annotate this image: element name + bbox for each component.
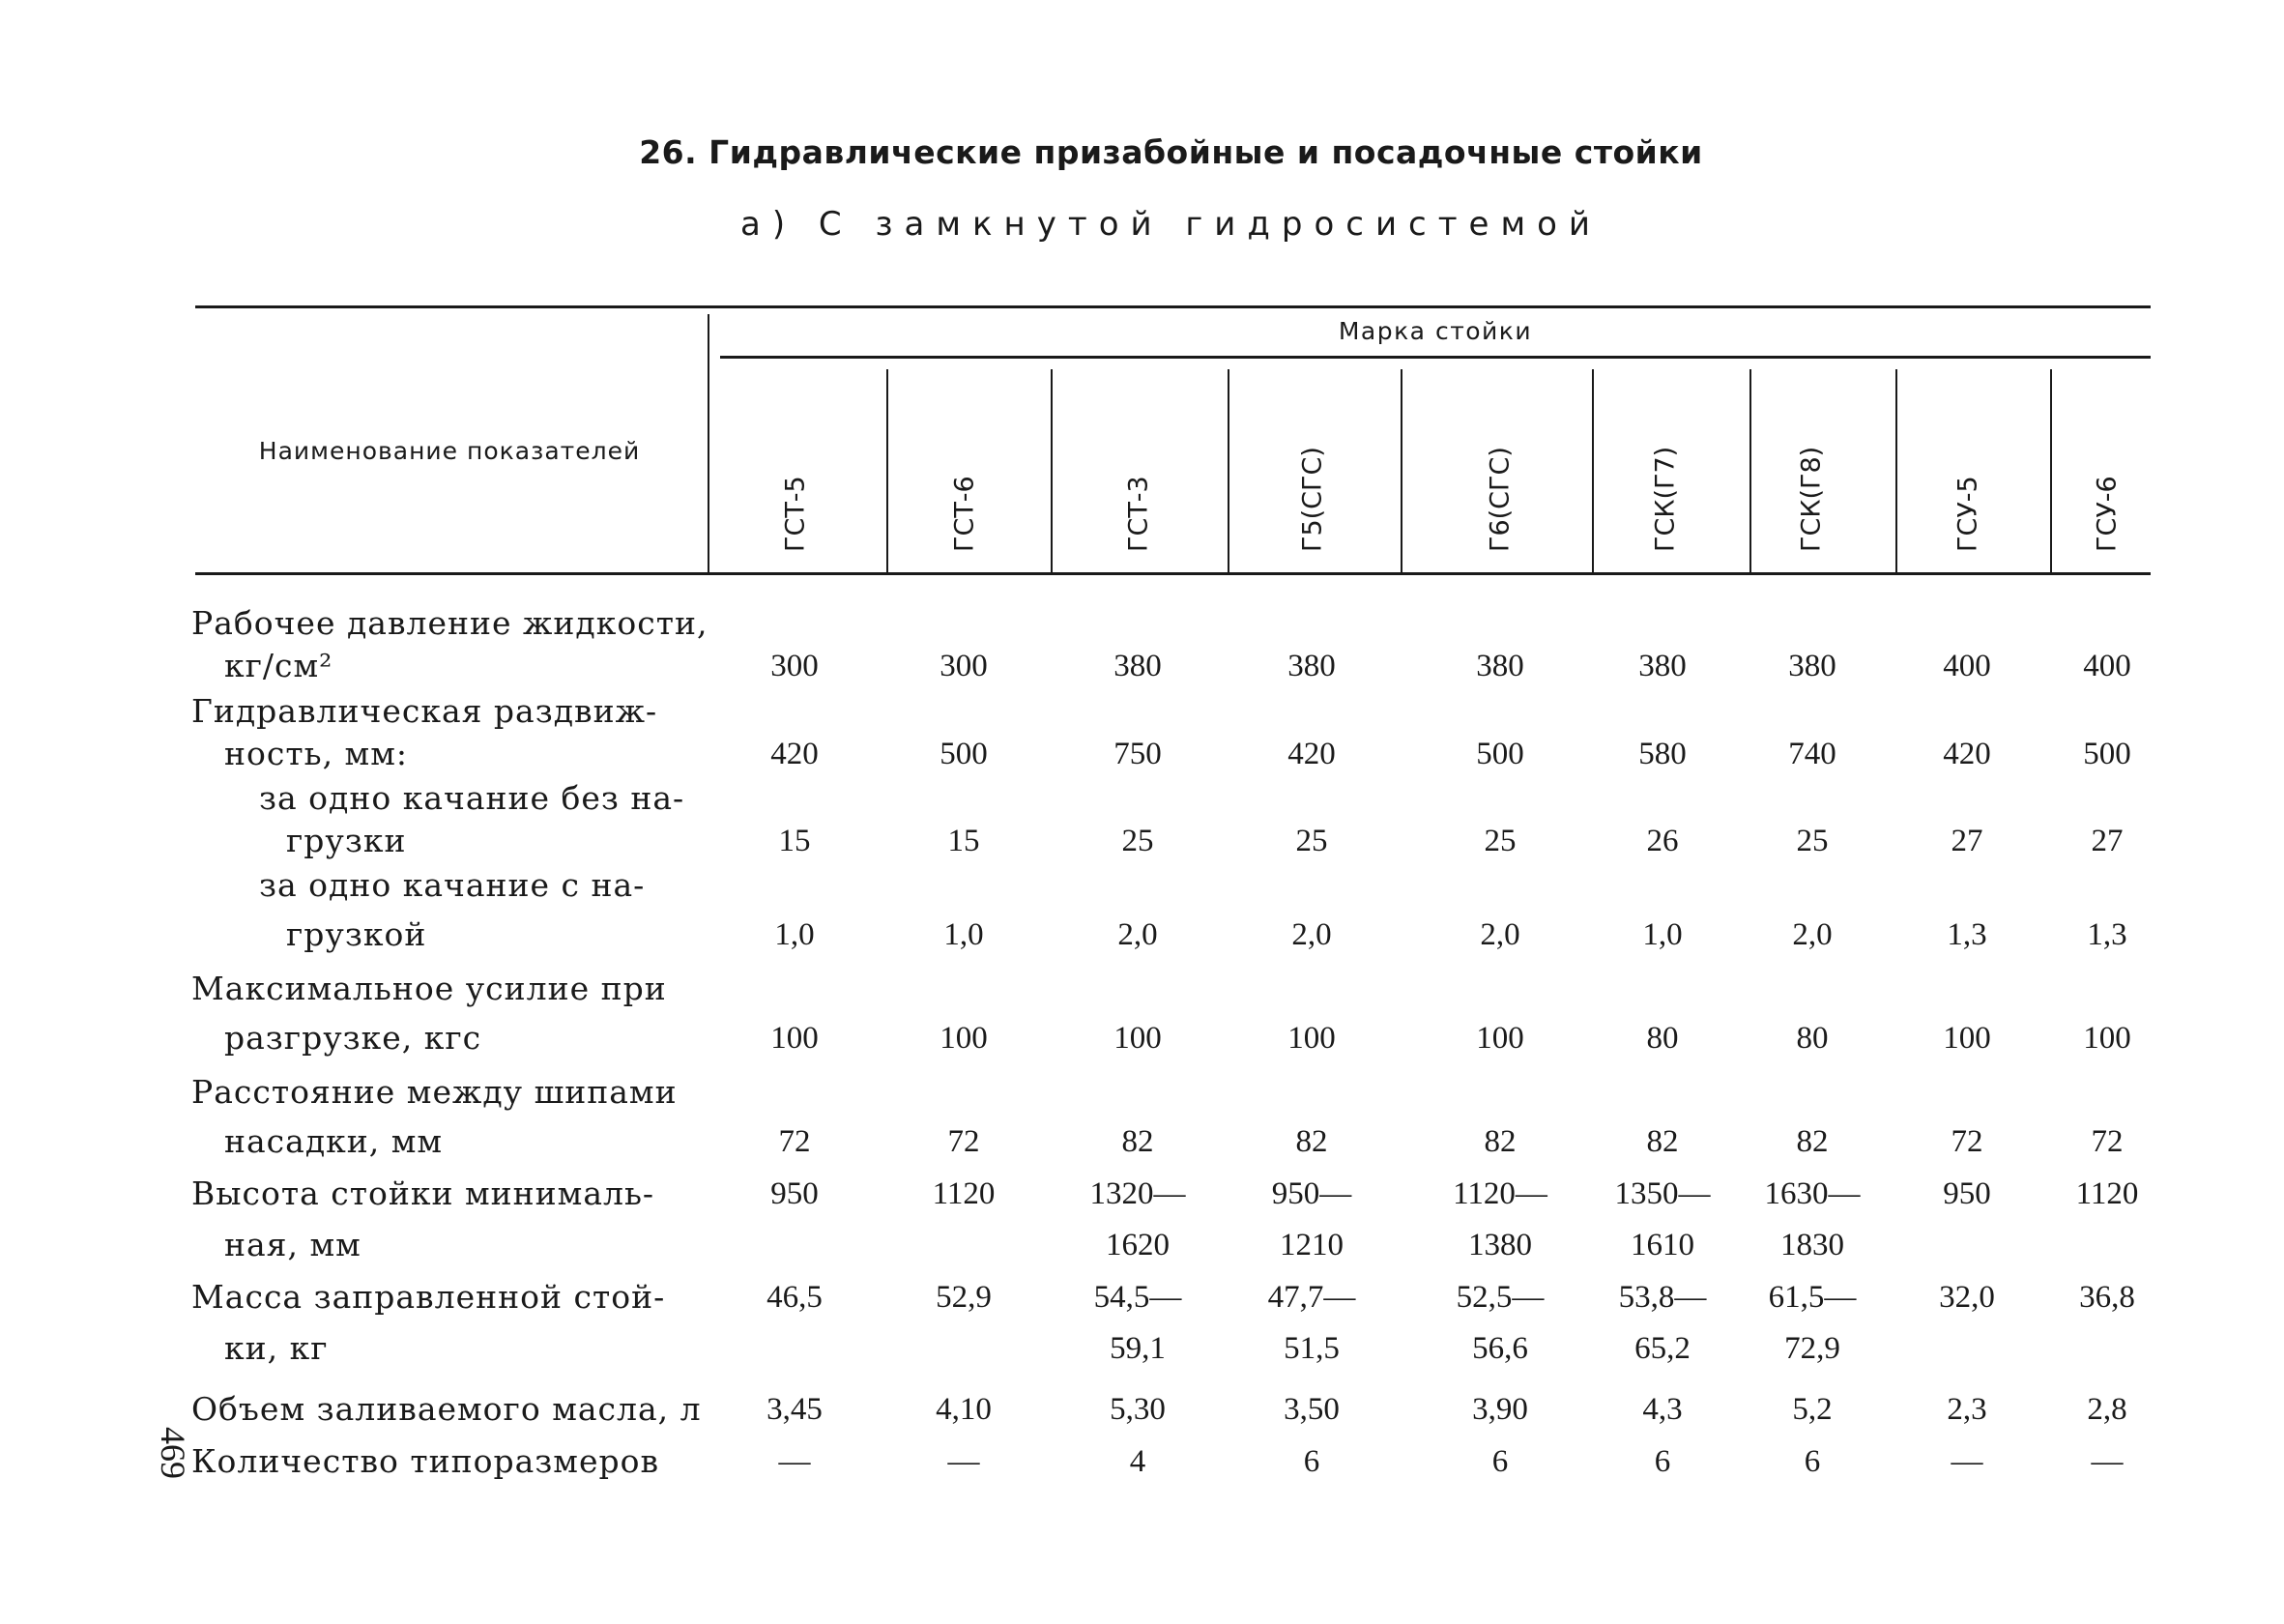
table-cell: 6 [1804,1444,1821,1479]
table-cell: 380 [1476,649,1524,683]
table-cell: 5,30 [1110,1392,1166,1427]
table-cell: 740 [1788,737,1836,771]
table-cell: 2,3 [1947,1392,1987,1427]
table-cell: 3,45 [766,1392,823,1427]
table-cell: 6 [1654,1444,1671,1479]
row-label-mass-2: ки, кг [224,1329,329,1367]
row-label-height-1: Высота стойки минималь- [191,1174,655,1212]
table-cell: 4,3 [1642,1392,1683,1427]
table-cell-continued: 51,5 [1284,1331,1340,1366]
divider-col-2 [1051,369,1053,573]
table-cell-continued: 72,9 [1784,1331,1840,1366]
table-cell: 82 [1484,1124,1517,1159]
column-header-gsu-5: ГСУ-5 [1952,476,1983,552]
table-cell: 32,0 [1939,1280,1995,1315]
row-label-max-force-1: Максимальное усилие при [191,970,667,1007]
column-header-g6-sgs: Г6(СГС) [1485,447,1516,552]
column-header-gst-3: ГСТ-3 [1123,476,1154,552]
column-header-gst-6: ГСТ-6 [949,476,980,552]
table-cell-continued: 1210 [1280,1228,1344,1262]
top-rule [195,305,2151,308]
table-cell: 950 [1943,1176,1991,1211]
divider-col-5 [1592,369,1594,573]
table-cell: 1,0 [1642,917,1683,952]
table-cell: 52,5— [1456,1280,1545,1315]
table-cell: 46,5 [766,1280,823,1315]
table-cell: 82 [1121,1124,1154,1159]
table-cell: 72 [2091,1124,2124,1159]
table-cell: 950 [770,1176,819,1211]
column-header-gsu-6: ГСУ-6 [2092,476,2123,552]
table-cell: 54,5— [1093,1280,1182,1315]
table-cell: 80 [1796,1021,1829,1056]
table-cell: 500 [940,737,988,771]
table-cell: 1320— [1089,1176,1186,1211]
table-cell: 1120 [2075,1176,2139,1211]
table-cell: 400 [1943,649,1991,683]
page-number: 469 [154,1427,192,1479]
table-cell: — [778,1444,811,1479]
column-header-gst-5: ГСТ-5 [780,476,811,552]
table-cell-continued: 59,1 [1110,1331,1166,1366]
table-cell: 1120— [1453,1176,1547,1211]
table-cell: 2,8 [2087,1392,2127,1427]
row-label-with-load-1: за одно качание с на- [259,866,646,904]
table-cell-continued: 56,6 [1472,1331,1528,1366]
table-cell: 100 [770,1021,819,1056]
divider-col-6 [1749,369,1751,573]
divider-col-3 [1228,369,1229,573]
table-cell: 72 [947,1124,980,1159]
column-header-gsk-g8: ГСК(Г8) [1796,446,1827,552]
table-cell: 380 [1788,649,1836,683]
table-cell: 72 [1951,1124,1983,1159]
table-cell: 300 [770,649,819,683]
table-cell: 26 [1646,824,1679,858]
table-cell: 1,0 [943,917,984,952]
table-cell: 1,3 [1947,917,1987,952]
row-label-max-force-2: разгрузке, кгс [224,1019,482,1057]
table-cell: 36,8 [2079,1280,2135,1315]
divider-col-7 [1895,369,1897,573]
row-label-oil-volume: Объем заливаемого масла, л [191,1390,702,1428]
table-cell: 2,0 [1792,917,1833,952]
header-group-label: Марка стойки [1338,317,1533,345]
table-cell: 580 [1638,737,1687,771]
table-cell: 380 [1638,649,1687,683]
header-bottom-rule [195,572,2151,575]
table-cell: 53,8— [1618,1280,1707,1315]
table-cell: 380 [1287,649,1336,683]
table-cell: 420 [770,737,819,771]
table-cell: 1350— [1614,1176,1711,1211]
table-cell: 500 [1476,737,1524,771]
table-cell: 100 [1113,1021,1162,1056]
table-cell: 25 [1121,824,1154,858]
row-label-pressure-2: кг/см² [224,647,333,684]
table-cell: 3,50 [1284,1392,1340,1427]
table-cell: 1,3 [2087,917,2127,952]
table-cell: 100 [940,1021,988,1056]
table-cell: 80 [1646,1021,1679,1056]
divider-name-col [708,314,709,573]
table-cell: 4 [1129,1444,1146,1479]
row-label-sizes-count: Количество типоразмеров [191,1442,660,1480]
column-header-g5-sgs: Г5(СГС) [1297,447,1328,552]
table-cell: 2,0 [1480,917,1520,952]
table-cell: 420 [1943,737,1991,771]
table-cell: 25 [1796,824,1829,858]
divider-col-1 [886,369,888,573]
table-cell: 6 [1491,1444,1509,1479]
table-cell: 61,5— [1768,1280,1857,1315]
row-label-no-load-2: грузки [286,822,407,859]
table-cell: 2,0 [1291,917,1332,952]
row-label-height-2: ная, мм [224,1226,361,1263]
table-cell: 100 [1476,1021,1524,1056]
table-cell: 100 [2083,1021,2131,1056]
column-header-gsk-g7: ГСК(Г7) [1650,446,1681,552]
table-cell: 300 [940,649,988,683]
table-cell: 1,0 [774,917,815,952]
table-cell: 100 [1943,1021,1991,1056]
table-cell: 750 [1113,737,1162,771]
table-cell: 420 [1287,737,1336,771]
table-cell-continued: 1620 [1106,1228,1170,1262]
row-label-mass-1: Масса заправленной стой- [191,1278,666,1316]
group-rule [720,356,2151,359]
table-cell: — [2091,1444,2124,1479]
table-cell: 500 [2083,737,2131,771]
table-cell: 82 [1796,1124,1829,1159]
table-cell-continued: 1830 [1780,1228,1844,1262]
table-cell: 2,0 [1117,917,1158,952]
table-cell-continued: 65,2 [1634,1331,1691,1366]
row-label-distance-2: насадки, мм [224,1122,444,1160]
table-cell: — [947,1444,980,1479]
table-cell: 100 [1287,1021,1336,1056]
table-cell: — [1951,1444,1983,1479]
table-cell: 1120 [932,1176,996,1211]
table-cell: 25 [1295,824,1328,858]
table-cell: 27 [2091,824,2124,858]
table-cell: 3,90 [1472,1392,1528,1427]
table-cell: 47,7— [1267,1280,1356,1315]
row-label-pressure-1: Рабочее давление жидкости, [191,604,708,642]
table-cell-continued: 1610 [1631,1228,1694,1262]
table-cell: 15 [778,824,811,858]
table-cell: 25 [1484,824,1517,858]
table-cell: 5,2 [1792,1392,1833,1427]
divider-col-8 [2050,369,2052,573]
table-cell: 400 [2083,649,2131,683]
row-label-distance-1: Расстояние между шипами [191,1073,678,1111]
table-cell: 6 [1303,1444,1320,1479]
table-cell: 52,9 [936,1280,992,1315]
row-label-extension-2: ность, мм: [224,735,409,772]
table-cell: 82 [1295,1124,1328,1159]
table-title: 26. Гидравлические призабойные и посадочные стойки [639,133,1703,171]
header-name-column: Наименование показателей [258,437,641,465]
table-cell: 4,10 [936,1392,992,1427]
row-label-no-load-1: за одно качание без на- [259,779,685,817]
table-cell: 27 [1951,824,1983,858]
table-cell: 1630— [1764,1176,1861,1211]
table-subtitle: а) С замкнутой гидросистемой [739,205,1603,244]
row-label-extension-1: Гидравлическая раздвиж- [191,692,658,730]
divider-col-4 [1401,369,1402,573]
table-cell: 380 [1113,649,1162,683]
table-cell: 15 [947,824,980,858]
table-cell-continued: 1380 [1468,1228,1532,1262]
table-cell: 82 [1646,1124,1679,1159]
table-cell: 950— [1271,1176,1352,1211]
row-label-with-load-2: грузкой [286,915,427,953]
table-cell: 72 [778,1124,811,1159]
